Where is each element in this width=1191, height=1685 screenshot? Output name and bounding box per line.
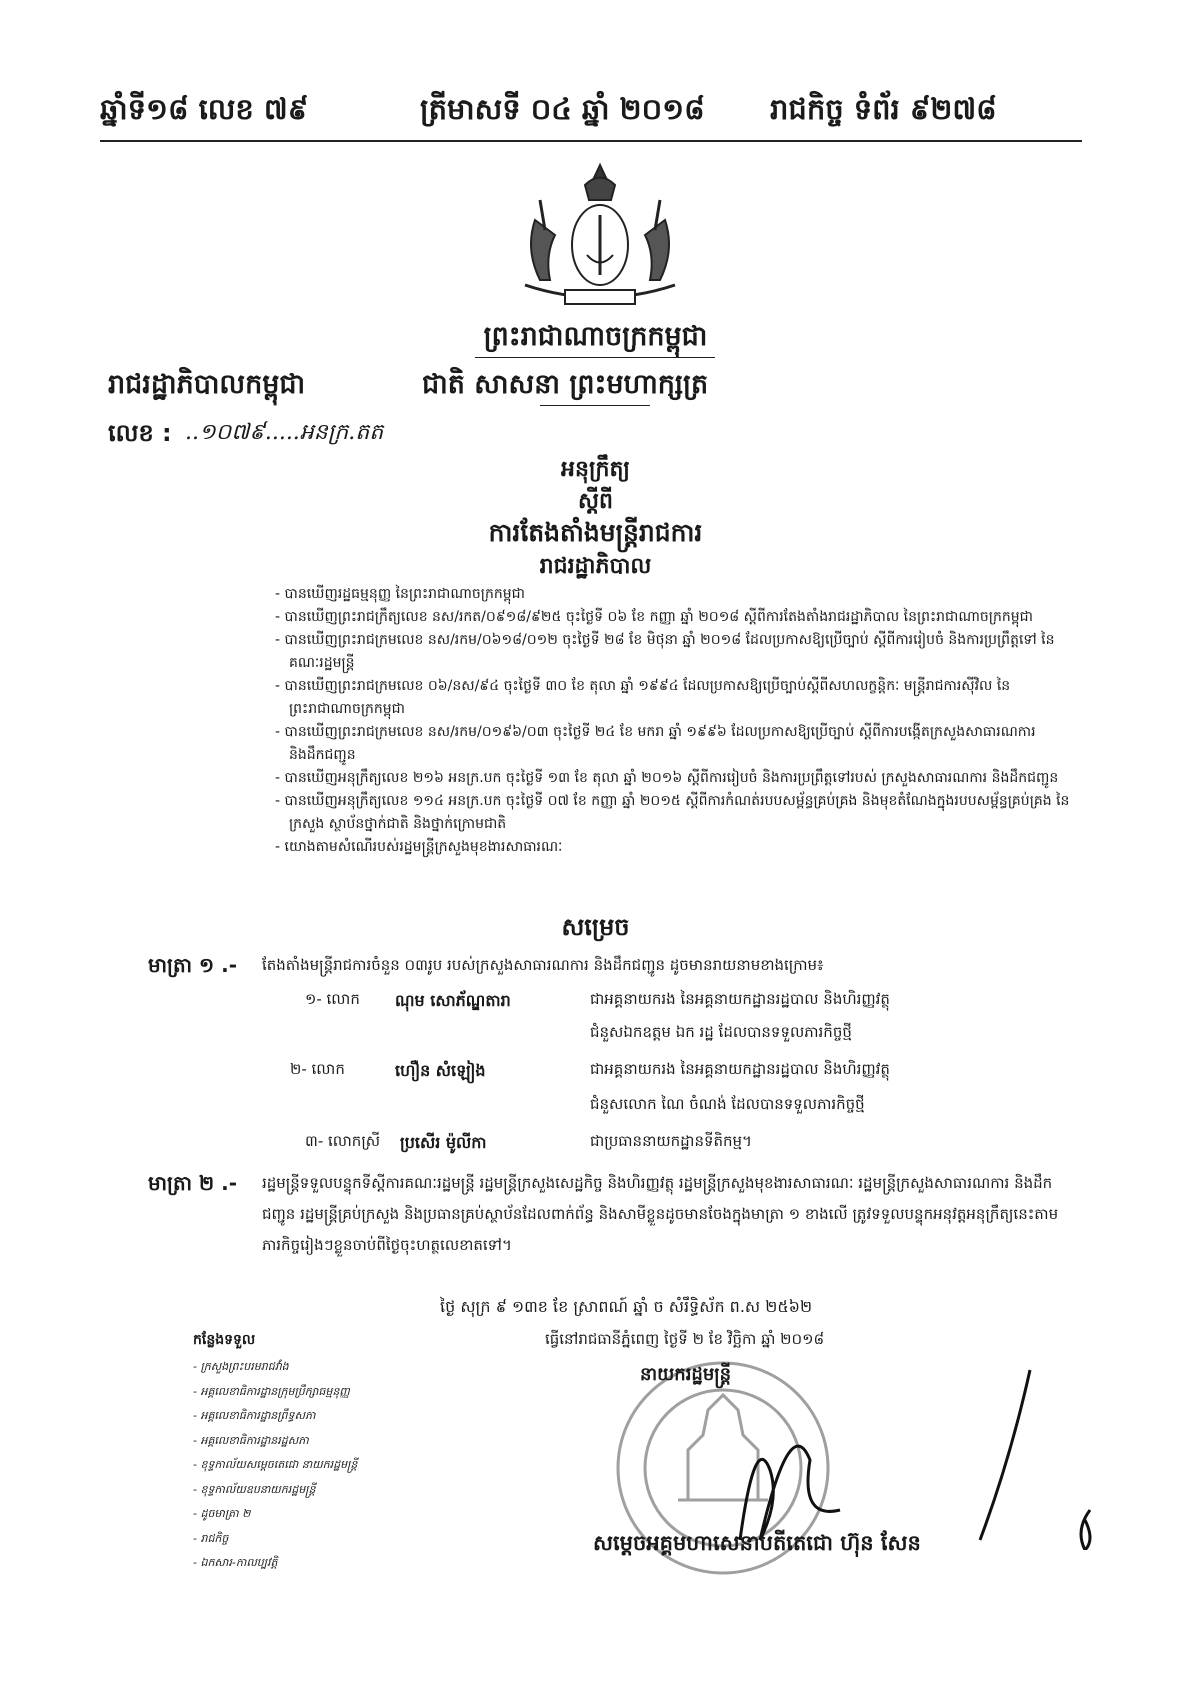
visa-item: - បានឃើញព្រះរាជក្រមលេខ នស/រកម/០៦១៨/០១២ ចុះថ្ងៃទី ២៨ ខែ មិថុនា ឆ្នាំ ២០១៨ ដែលប្រកាសឱ្យប្រើច្បាប់ ស្តីពីការរៀបចំ និងការប្រព្រឹត្តទៅ នៃគណៈរដ្ឋមន្ត្រី	[275, 632, 1055, 671]
recipient-item: - ឯកសារ-កាលប្បវត្តិ	[193, 1556, 278, 1569]
appointee-3-num: ៣- លោកស្រី	[305, 1132, 381, 1150]
gazette-year-issue: ឆ្នាំទី១៨ លេខ ៧៩	[100, 92, 309, 126]
appointee-1-role: ជាអគ្គនាយករង នៃអគ្គនាយកដ្ឋានរដ្ឋបាល និងហិរញ្ញវត្ថុ	[590, 990, 890, 1008]
appointee-1-name-text: ណុម សោភ័ណ្ឌតារា	[395, 991, 511, 1010]
visa-item: - យោងតាមសំណើរបស់រដ្ឋមន្ត្រីក្រសួងមុខងារសាធារណៈ	[275, 839, 563, 855]
recipient-item: - ខុទ្ទកាល័យឧបនាយករដ្ឋមន្ត្រី	[193, 1482, 316, 1496]
visa-item: - បានឃើញព្រះរាជក្រមលេខ នស/រកម/០១៩៦/០៣ ចុះថ្ងៃទី ២៤ ខែ មករា ឆ្នាំ ១៩៩៦ ដែលប្រកាសឱ្យប្រើច្បាប់ ស្តីពីការបង្កើតក្រសួងសាធារណការ និងដឹកជញ្ជូន	[275, 724, 1036, 763]
prime-minister-title: នាយករដ្ឋមន្រ្តី	[640, 1364, 732, 1385]
article-1-text: តែងតាំងមន្ត្រីរាជការចំនួន ០៣រូប របស់ក្រសួងសាធារណការ និងដឹកជញ្ជូន ដូចមានរាយនាមខាងក្រោម៖	[262, 956, 824, 974]
appointee-3-name	[400, 1132, 487, 1156]
gazette-page	[770, 92, 997, 134]
kingdom-underline	[475, 357, 715, 358]
article-1-label: មាត្រា ១ .-	[148, 953, 238, 977]
signature-icon	[700, 1350, 1100, 1550]
document-about: ស្តីពី	[578, 489, 613, 514]
appointee-2-num: ២- លោក	[290, 1060, 345, 1078]
visa-item: - បានឃើញអនុក្រឹត្យលេខ ១១៤ អនក្រ.បក ចុះថ្ងៃទី ០៧ ខែ កញ្ញា ឆ្នាំ ២០១៥ ស្តីពីការកំណត់របបសម្ព័ន្ធគ្រប់គ្រង និងមុខតំណែងក្នុងរបបសម្ព័ន្ធគ្រប់គ្រង នៃក្រសួង ស្ថាប័នថ្នាក់ជាតិ និងថ្នាក់ក្រោមជាតិ	[275, 793, 1070, 832]
appointee-2-replaces: ជំនួសលោក ណៃ ចំណង់ ដែលបានទទួលភារកិច្ចថ្មី	[590, 1095, 865, 1113]
number-value: ..១០៧៩.....អនក្រ.តត	[185, 420, 384, 445]
appointee-1-name	[395, 990, 511, 1014]
visa-item: - បានឃើញរដ្ឋធម្មនុញ្ញ នៃព្រះរាជាណាចក្រកម្ពុជា	[275, 586, 525, 602]
gazette-page-number: ៩២៧៨	[909, 92, 997, 126]
royal-emblem-icon	[505, 160, 695, 320]
header-rule	[100, 140, 1082, 142]
appointee-2-name	[395, 1060, 486, 1084]
document-issuer: រាជរដ្ឋាភិបាល	[539, 554, 652, 579]
document-type: អនុក្រឹត្យ	[561, 457, 630, 482]
recipients-title: កន្លែងទទួល	[193, 1332, 256, 1348]
motto-underline	[540, 405, 650, 406]
gazette-quarter: ត្រីមាសទី ០៤ ឆ្នាំ ២០១៨	[420, 92, 705, 126]
article-2-label: មាត្រា ២ .-	[148, 1171, 238, 1195]
recipient-item: - រាជកិច្ច	[193, 1531, 229, 1545]
solar-date: ធ្វើនៅរាជធានីភ្នំពេញ ថ្ងៃទី ២ ខែ វិច្ឆិកា ឆ្នាំ ២០១៨	[545, 1330, 825, 1348]
appointee-1-replaces: ជំនួសឯកឧត្តម ឯក រដ្ឋ ដែលបានទទួលភារកិច្ចថ្មី	[590, 1023, 852, 1041]
appointee-1-num: ១- លោក	[305, 990, 360, 1008]
gazette-page-prefix: រាជកិច្ច ទំព័រ	[770, 92, 910, 126]
recipient-item: - អគ្គលេខាធិការដ្ឋានក្រុមប្រឹក្សាធម្មនុញ្ញ	[193, 1384, 350, 1398]
appointee-2-name-text: ហឿន សំឡៀង	[395, 1061, 486, 1080]
kingdom-title: ព្រះរាជាណាចក្រកម្ពុជា	[483, 321, 708, 352]
recipient-item: - ខុទ្ទកាល័យសម្តេចតេជោ នាយករដ្ឋមន្ត្រី	[193, 1458, 358, 1471]
government-title: រាជរដ្ឋាភិបាលកម្ពុជា	[108, 369, 306, 400]
appointee-2-role: ជាអគ្គនាយករង នៃអគ្គនាយកដ្ឋានរដ្ឋបាល និងហិរញ្ញវត្ថុ	[590, 1060, 890, 1078]
decision-heading: សម្រេច	[561, 913, 630, 941]
visa-item: - បានឃើញអនុក្រឹត្យលេខ ២១៦ អនក្រ.បក ចុះថ្ងៃទី ១៣ ខែ តុលា ឆ្នាំ ២០១៦ ស្តីពីការរៀបចំ និងការប្រព្រឹត្តទៅរបស់ ក្រសួងសាធារណការ និងដឹកជញ្ជូន	[275, 770, 1059, 786]
visa-item: - បានឃើញព្រះរាជក្រឹត្យលេខ នស/រកត/០៩១៨/៩២៥ ចុះថ្ងៃទី ០៦ ខែ កញ្ញា ឆ្នាំ ២០១៨ ស្តីពីការតែងតាំងរាជរដ្ឋាភិបាល នៃព្រះរាជាណាចក្រកម្ពុជា	[275, 609, 1033, 625]
signer-name: សម្ដេចអគ្គមហាសេនាបតីតេជោ ហ៊ុន សែន	[593, 1531, 921, 1555]
national-motto: ជាតិ សាសនា ព្រះមហាក្សត្រ	[422, 369, 709, 400]
lunar-date: ថ្ងៃ សុក្រ ៩ ១៣ខ ខែ ស្រាពណ៍ ឆ្នាំ ច សំរឹទ្ធិស័ក ព.ស ២៥៦២	[440, 1297, 813, 1316]
recipient-item: - ក្រសួងព្រះបរមរាជវាំង	[193, 1360, 289, 1373]
document-subject: ការតែងតាំងមន្រ្តីរាជការ	[488, 518, 703, 547]
recipient-item: - អគ្គលេខាធិការដ្ឋានរដ្ឋសភា	[193, 1433, 309, 1447]
recipient-item: - ដូចមាត្រា ២	[193, 1507, 251, 1520]
visa-item: - បានឃើញព្រះរាជក្រមលេខ ០៦/នស/៩៤ ចុះថ្ងៃទី ៣០ ខែ តុលា ឆ្នាំ ១៩៩៤ ដែលប្រកាសឱ្យប្រើច្បាប់ស្តីពីសហលក្ខន្តិកៈ មន្ត្រីរាជការស៊ីវិល នៃព្រះរាជាណាចក្រកម្ពុជា	[275, 678, 1011, 717]
article-2-text: រដ្ឋមន្ត្រីទទួលបន្ទុកទីស្តីការគណៈរដ្ឋមន្ត្រី រដ្ឋមន្ត្រីក្រសួងសេដ្ឋកិច្ច និងហិរញ្ញវត្ថុ រដ្ឋមន្ត្រីក្រសួងមុខងារសាធារណៈ រដ្ឋមន្ត្រីក្រសួងសាធារណការ និងដឹកជញ្ជូន រដ្ឋមន្ត្រីគ្រប់ក្រសួង និងប្រធានគ្រប់ស្ថាប័នដែលពាក់ព័ន្ធ និងសាមីខ្លួនដូចមានចែងក្នុងមាត្រា ១ ខាងលើ ត្រូវទទួលបន្ទុកអនុវត្តអនុក្រឹត្យនេះតាមភារកិច្ចរៀងៗខ្លួនចាប់ពីថ្ងៃចុះហត្ថលេខាតទៅ។	[262, 1174, 1059, 1254]
recipients-list	[193, 1355, 357, 1576]
appointee-3-role: ជាប្រធាននាយកដ្ឋានទីតិកម្ម។	[590, 1132, 752, 1150]
number-label: លេខ :	[108, 419, 172, 447]
appointee-3-name-text: ប្រសើរ ម៉ូលីកា	[400, 1133, 487, 1152]
visa-list	[275, 583, 1075, 859]
recipient-item: - អគ្គលេខាធិការដ្ឋានព្រឹទ្ធសភា	[193, 1409, 316, 1422]
